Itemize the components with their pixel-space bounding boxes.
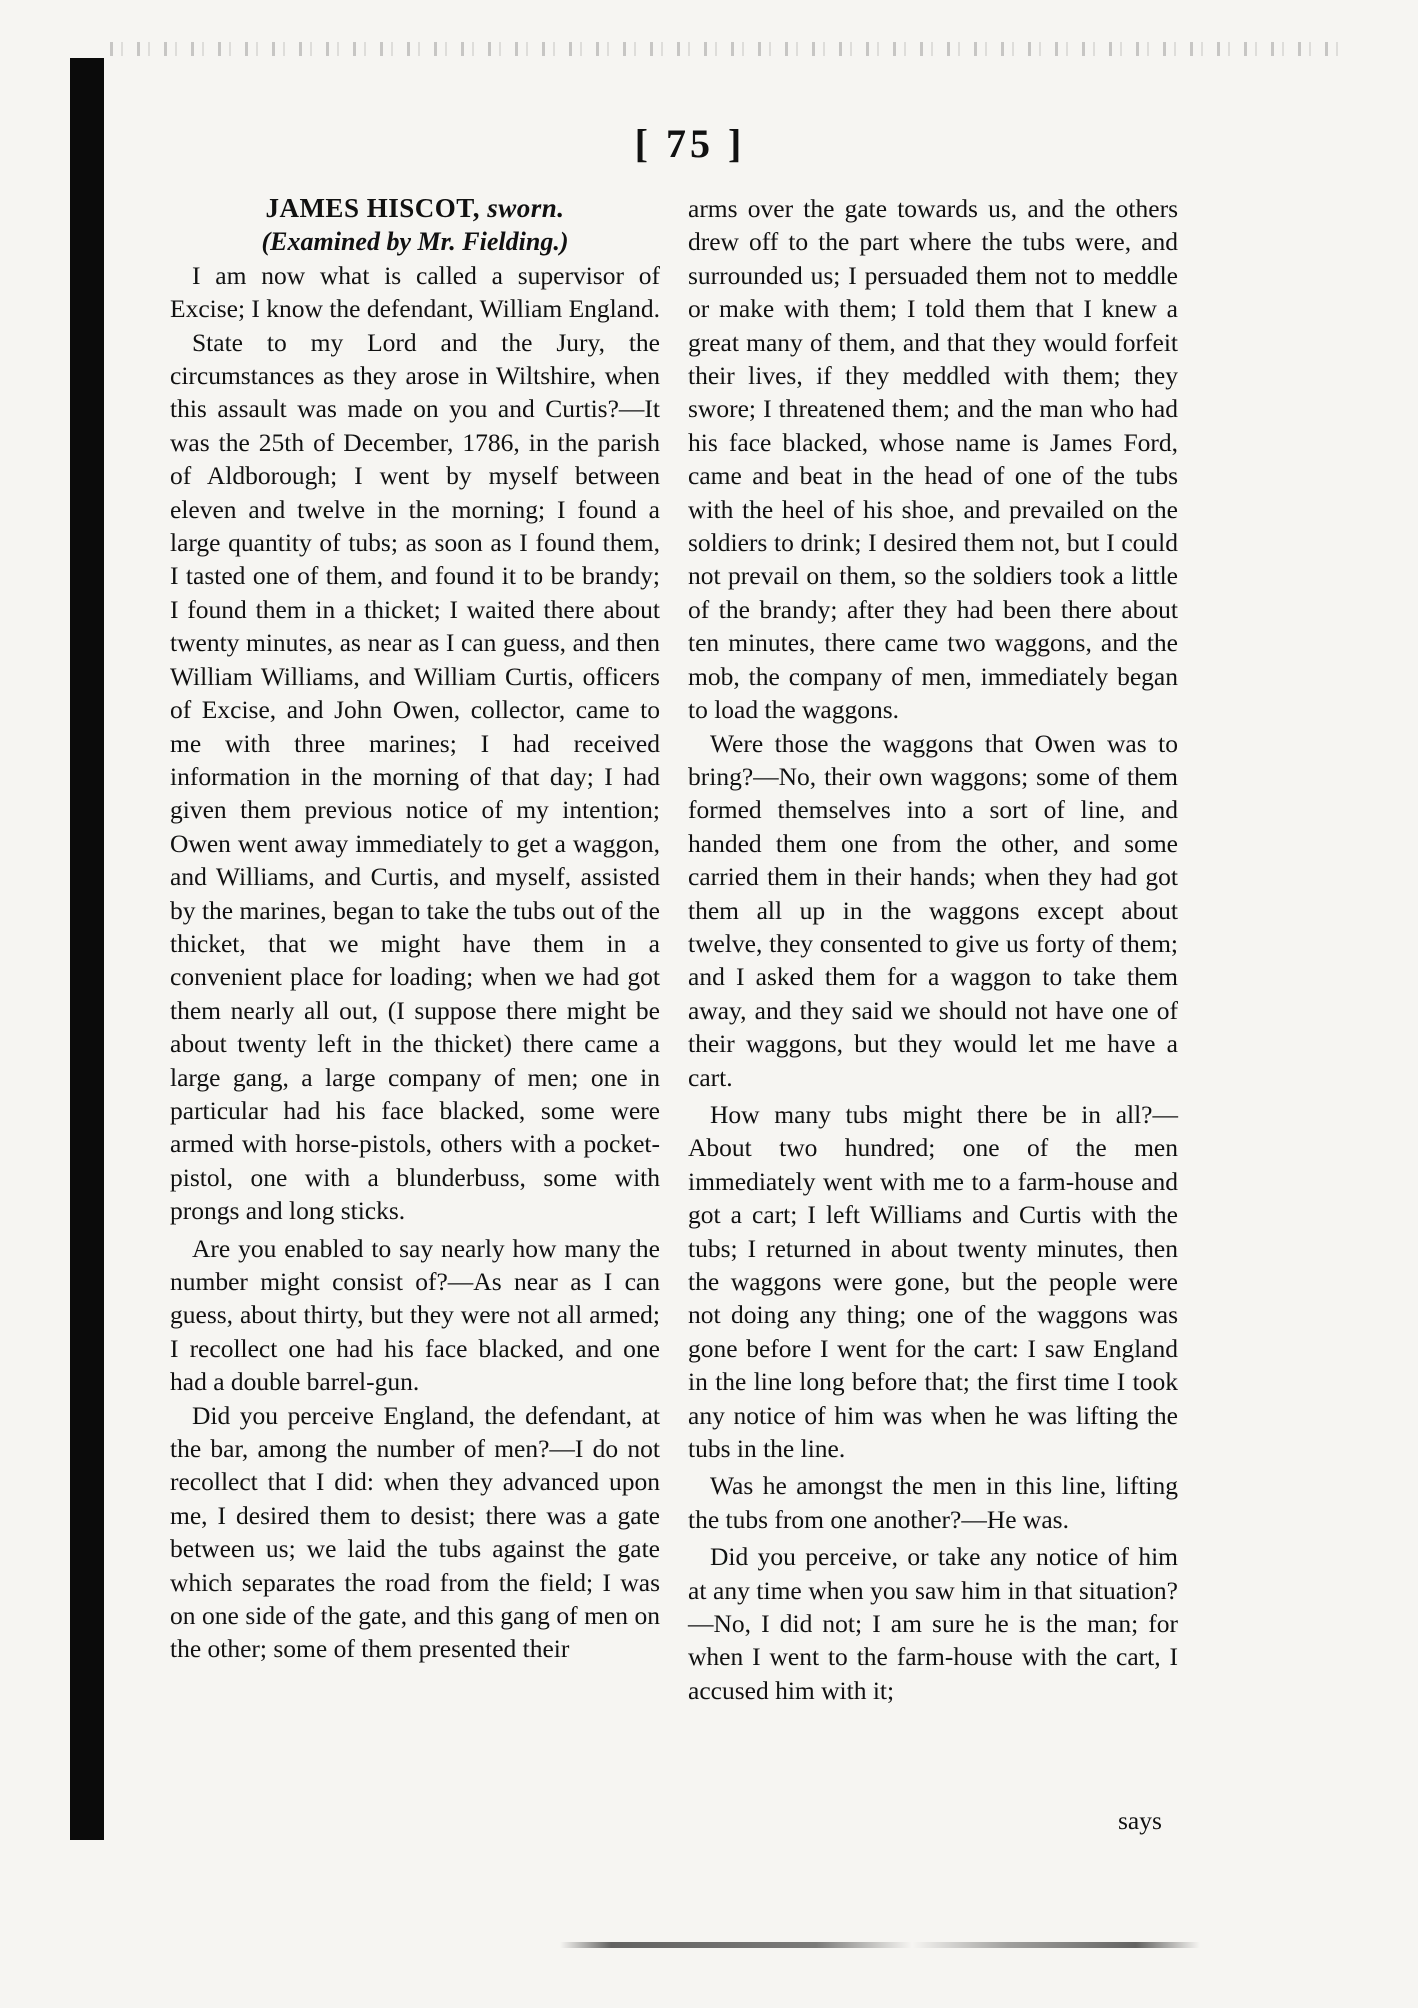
page-number: [ 75 ] <box>634 121 746 166</box>
binding-shadow <box>70 58 104 1840</box>
paragraph: Was he amongst the men in this line, lifting the tubs from one another?—He was. <box>688 1471 1178 1534</box>
right-column <box>688 192 1178 1707</box>
catchword: says <box>1118 1806 1162 1835</box>
paragraph: I am now what is called a supervisor of Excise; I know the defendant, William England. <box>170 260 660 324</box>
paragraph: How many tubs might there be in all?—About two hundred; one of the men immediately went with me to a farm-house and got a cart; I left Williams and Curtis with the tubs; I returned in about twenty minutes, then the waggons were gone, but the people were not doing any thing; one of the waggons was gone before I went for the cart: I saw England in the line long before that; the first time I took any notice of him was when he was lifting the tubs in the line. <box>688 1099 1178 1464</box>
paragraph: Did you perceive England, the defendant, at the bar, among the number of men?—I do not recollect that I did: when they advanced upon me, I desired them to desist; there was a gate between us; we laid the tubs against the gate which separates the road from the field; I was on one side of the gate, and this gang of men on the other; some of them presented their <box>170 1400 660 1664</box>
paragraph: Are you enabled to say nearly how many the number might consist of?—As near as I can guess, about thirty, but they were not all armed; I recollect one had his face blacked, and one had a double barrel-gun. <box>170 1233 660 1397</box>
scan-noise-top <box>110 42 1340 56</box>
examined-by: (Examined by Mr. Fielding.) <box>261 227 569 257</box>
left-column <box>170 192 660 1666</box>
paragraph: arms over the gate towards us, and the others drew off to the part where the tubs were, and surrounded us; I persuaded them not to meddle or make with them; I told them that I knew a great many of them, and that they would forfeit their lives, if they meddled with them; they swore; I threatened them; and the man who had his face blacked, whose name is James Ford, came and beat in the head of one of the tubs with the heel of his shoe, and prevailed on the soldiers to drink; I desired them not, but I could not prevail on them, so the soldiers took a little of the brandy; after they had been there about ten minutes, there came two waggons, and the mob, the company of men, immediately began to load the waggons. <box>688 194 1178 725</box>
scan-noise-bottom <box>560 1942 1200 1948</box>
paragraph: Did you perceive, or take any notice of him at any time when you saw him in that situation?—No, I did not; I am sure he is the man; for when I went to the farm-house with the cart, I accused him with it; <box>688 1542 1178 1705</box>
sworn-label: sworn. <box>487 193 565 223</box>
witness-heading <box>170 192 660 225</box>
paragraph: Were those the waggons that Owen was to bring?—No, their own waggons; some of them formed themselves into a sort of line, and handed them one from the other, and some carried them in their hands; when they had got them all up in the waggons except about twelve, they consented to give us forty of them; and I asked them for a waggon to take them away, and they said we should not have one of their waggons, but they would let me have a cart. <box>688 728 1178 1092</box>
witness-name: JAMES HISCOT, <box>265 193 480 223</box>
paragraph: State to my Lord and the Jury, the circumstances as they arose in Wiltshire, when this assault was made on you and Curtis?—It was the 25th of December, 1786, in the parish of Aldborough; I went by myself between eleven and twelve in the morning; I found a large quantity of tubs; as soon as I found them, I tasted one of them, and found it to be brandy; I found them in a thicket; I waited there about twenty minutes, as near as I can guess, and then William Williams, and William Curtis, officers of Excise, and John Owen, collector, came to me with three marines; I had received information in the morning of that day; I had given them previous notice of my intention; Owen went away immediately to get a waggon, and Williams, and Curtis, and myself, assisted by the marines, began to take the tubs out of the thicket, that we might have them in a convenient place for loading; when we had got them nearly all out, (I suppose there might be about twenty left in the thicket) there came a large gang, a large company of men; one in particular had his face blacked, some were armed with horse-pistols, others with a pocket-pistol, one with a blunderbuss, some with prongs and long sticks. <box>170 327 660 1226</box>
